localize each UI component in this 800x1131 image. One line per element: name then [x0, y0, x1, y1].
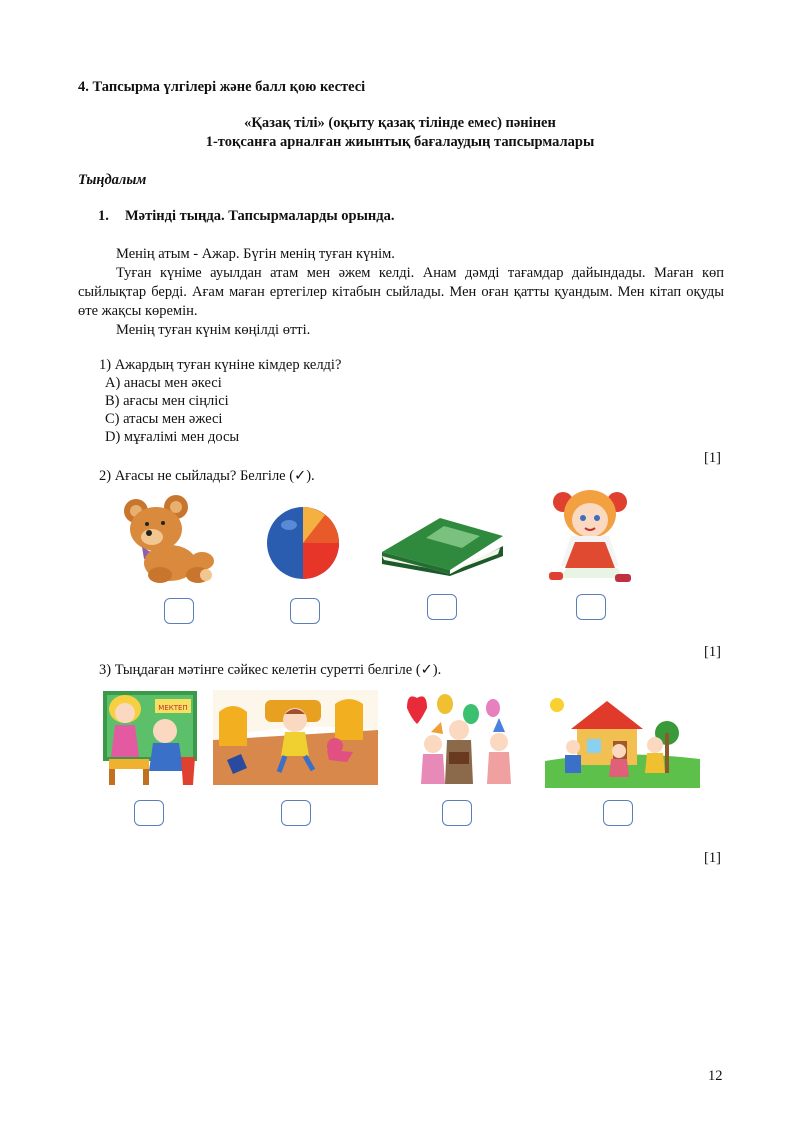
q3-checkbox-classroom[interactable]: [134, 800, 164, 826]
room-with-toys-picture: [213, 690, 378, 785]
doll-picture: [545, 486, 635, 586]
q2-checkbox-teddy-bear[interactable]: [164, 598, 194, 624]
q3-checkbox-playground[interactable]: [603, 800, 633, 826]
doc-title-line2: 1-тоқсанға арналған жиынтық бағалаудың тапсырмалары: [205, 134, 595, 150]
q3-checkbox-room-with-toys[interactable]: [281, 800, 311, 826]
ball-picture: [265, 505, 345, 585]
q1-text: 1) Ажардың туған күніне кімдер келді?: [99, 357, 342, 373]
q2-score: [1]: [704, 644, 721, 660]
q2-checkbox-ball[interactable]: [290, 598, 320, 624]
q3-score: [1]: [704, 850, 721, 866]
q3-text: 3) Тыңдаған мәтінге сәйкес келетін суретті белгіле (✓).: [99, 662, 442, 678]
teddy-bear-picture: [120, 495, 220, 585]
section-heading: 4. Тапсырма үлгілері және балл қою кестесі: [78, 79, 366, 95]
text-paragraph-1: Менің атым - Ажар. Бүгін менің туған күнім.: [116, 246, 395, 262]
q1-option-b: B) ағасы мен сіңлісі: [105, 393, 229, 409]
subsection-title: Тыңдалым: [78, 172, 147, 188]
task1-title: Мәтінді тыңда. Тапсырмаларды орында.: [125, 208, 395, 224]
text-paragraph-3: Менің туған күнім көңілді өтті.: [116, 322, 311, 338]
doc-title-line1: «Қазақ тілі» (оқыту қазақ тілінде емес) пәнінен: [244, 115, 556, 131]
book-picture: [380, 512, 505, 577]
text-paragraph-2: Туған күніме ауылдан атам мен әжем келді. Анам дәмді тағамдар дайындады. Маған көп сыйлықтар берді. Ағам маған ертегілер кітабын сыйлады. Мен оған қатты қуандым. Мен кітап оқуды өте жақсы көремін.: [78, 265, 724, 319]
playground-picture: [545, 693, 700, 788]
q2-checkbox-book[interactable]: [427, 594, 457, 620]
q2-text: 2) Ағасы не сыйлады? Белгіле (✓).: [99, 468, 315, 484]
q2-checkbox-doll[interactable]: [576, 594, 606, 620]
classroom-sign: МЕКТЕП: [158, 704, 188, 712]
classroom-picture: [95, 685, 200, 788]
q1-option-c: C) атасы мен әжесі: [105, 411, 223, 427]
task1-number: 1.: [98, 208, 109, 224]
q1-option-d: D) мұғалімі мен досы: [105, 429, 240, 445]
birthday-party-picture: [393, 688, 523, 788]
page-number: 12: [708, 1068, 723, 1084]
q3-checkbox-birthday-party[interactable]: [442, 800, 472, 826]
q1-option-a: A) анасы мен әкесі: [105, 375, 222, 391]
q1-score: [1]: [704, 450, 721, 466]
